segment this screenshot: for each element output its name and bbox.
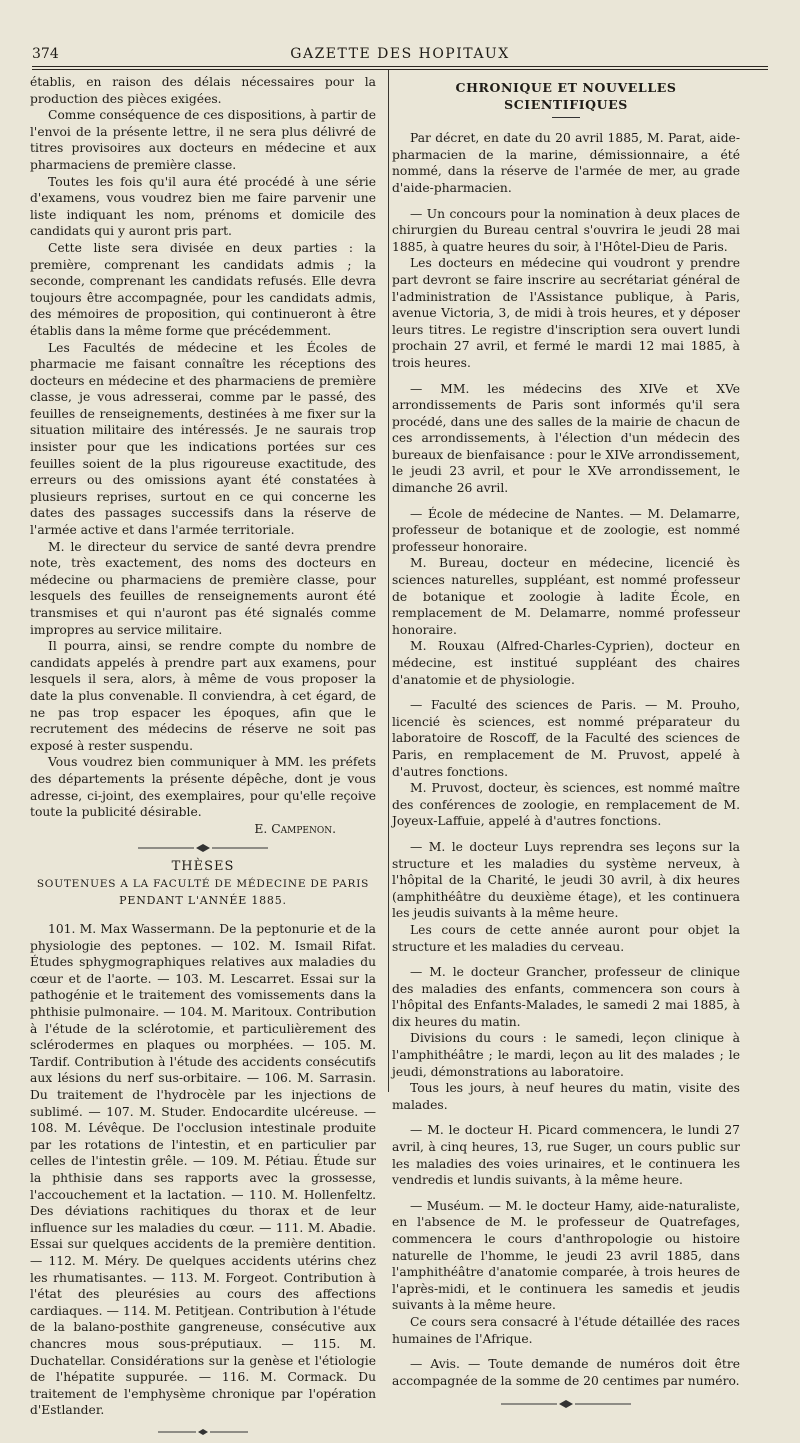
end-ornament	[392, 1399, 740, 1409]
paragraph: Toutes les fois qu'il aura été procédé à une série d'examens, vous voudrez bien me faire parvenir une liste indiquant les nom, prénoms et domicile des candidats qui y auront pris part.	[30, 174, 376, 239]
paragraph: — École de médecine de Nantes. — M. Delamarre, professeur de botanique et de zoologie, est nommé professeur honoraire.	[392, 506, 740, 554]
paragraph: — M. le docteur Grancher, professeur de clinique des maladies des enfants, commencera son cours à l'hôpital des Enfants-Malades, le samedi 2 mai 1885, à dix heures du matin.	[392, 965, 740, 1029]
page-number: 374	[32, 46, 59, 62]
column-separator	[388, 70, 389, 1092]
theses-list: 101. M. Max Wassermann. De la peptonurie et de la physiologie des peptones. — 102. M. Ismail Rifat. Études sphygmographiques relatives aux maladies du cœur et de l'aorte. — 103. M. Lescarret. Essai sur la pathogénie et le traitement des vomissements dans la phthisie pulmonaire. — 104. M. Maritoux. Contribution à l'étude de la sclérotomie, et particulièrement des sclérodermes en plaques ou morphées. — 105. M. Tardif. Contribution à l'étude des accidents consécutifs aux lésions du nerf sus-orbitaire. — 106. M. Sarrasin. Du traitement de l'hydrocèle par les injections de sublimé. — 107. M. Studer. Endocardite ulcéreuse. — 108. M. Lévêque. De l'occlusion intestinale produite par les rotations de l'intestin, et en particulier par celles de l'intestin grêle. — 109. M. Pétiau. Étude sur la phthisie dans ses rapports avec la grossesse, l'accouchement et la lactation. — 110. M. Hollenfeltz. Des déviations rachitiques du thorax et de leur influence sur les maladies du cœur. — 111. M. Abadie. Essai sur quelques accidents de la première dentition. — 112. M. Méry. De quelques accidents utérins chez les rhumatisantes. — 113. M. Forgeot. Contribution à l'état des pleurésies au cours des affections cardiaques. — 114. M. Petitjean. Contribution à l'étude de la balano-posthite gangreneuse, consécutive aux chancres mous sous-préputiaux. — 115. M. Duchatellar. Considérations sur la genèse et l'étiologie de l'hépatite suppurée. — 116. M. Cormack. Du traitement de l'emphysème chronique par l'opération d'Estlander.	[30, 922, 376, 1418]
paragraph: M. Bureau, docteur en médecine, licencié ès sciences naturelles, suppléant, est nommé professeur de botanique et zoologie à ladite École, en remplacement de M. Delamarre, nommé professeur honoraire.	[392, 556, 740, 637]
running-title: GAZETTE DES HOPITAUX	[290, 46, 510, 62]
paragraph: Par décret, en date du 20 avril 1885, M. Parat, aide-pharmacien de la marine, démissionnaire, a été nommé, dans la réserve de l'armée de mer, au grade d'aide-pharmacien.	[392, 131, 740, 195]
paragraph: M. Rouxau (Alfred-Charles-Cyprien), docteur en médecine, est institué suppléant des chaires d'anatomie et de physiologie.	[392, 639, 740, 687]
end-ornament	[30, 1427, 376, 1437]
paragraph: Divisions du cours : le samedi, leçon clinique à l'amphithéâtre ; le mardi, leçon au lit des malades ; le jeudi, démonstrations au laboratoire.	[392, 1031, 740, 1079]
header-rule-double	[32, 69, 768, 70]
paragraph: — Muséum. — M. le docteur Hamy, aide-naturaliste, en l'absence de M. le professeur de Quatrefages, commencera le cours d'anthropologie ou histoire naturelle de l'homme, le jeudi 23 avril 1885, dans l'amphithéâtre d'anatomie comparée, à trois heures de l'après-midi, et le continuera les samedis et jeudis suivants à la même heure.	[392, 1198, 740, 1313]
paragraph: M. Pruvost, docteur, ès sciences, est nommé maître des conférences de zoologie, en remplacement de M. Joyeux-Laffuie, appelé à d'autres fonctions.	[392, 781, 740, 829]
paragraph: M. le directeur du service de santé devra prendre note, très exactement, des noms des docteurs en médecine ou pharmaciens de première classe, pour lesquels des feuilles de renseignements auront été transmises et qui n'auront pas été signalés comme impropres au service militaire.	[30, 539, 376, 637]
paragraph: Vous voudrez bien communiquer à MM. les préfets des départements la présente dépêche, dont je vous adresse, ci-joint, des exemplaires, pour qu'elle reçoive toute la publicité désirable.	[30, 755, 376, 820]
paragraph: Cette liste sera divisée en deux parties : la première, comprenant les candidats admis ; la seconde, comprenant les candidats refusés. Elle devra toujours être accompagnée, pour les candidats admis, des mémoires de proposition, qui continueront à être établis dans la même forme que précédemment.	[30, 240, 376, 338]
theses-subtitle-year: PENDANT L'ANNÉE 1885.	[119, 893, 287, 907]
header-rule	[32, 66, 768, 67]
paragraph: Ce cours sera consacré à l'étude détaillée des races humaines de l'Afrique.	[392, 1314, 740, 1346]
theses-title: THÈSES	[171, 859, 235, 875]
left-column	[30, 74, 376, 1443]
paragraph: — M. le docteur H. Picard commencera, le lundi 27 avril, à cinq heures, 13, rue Suger, un cours public sur les maladies des voies urinaires, et le continuera les vendredis et lundis suivants, à la même heure.	[392, 1123, 740, 1188]
paragraph: établis, en raison des délais nécessaires pour la production des pièces exigées.	[30, 75, 376, 106]
title-rule	[552, 117, 580, 118]
paragraph: Il pourra, ainsi, se rendre compte du nombre de candidats appelés à prendre part aux examens, pour lesquels il sera, alors, à même de vous proposer la date la plus convenable. Il conviendra, à cet égard, de ne pas trop espacer les époques, afin que le recrutement des médecins de réserve ne soit pas exposé à rester suspendu.	[30, 639, 376, 753]
section-ornament	[30, 843, 376, 853]
paragraph: Comme conséquence de ces dispositions, à partir de l'envoi de la présente lettre, il ne sera plus délivré de titres provisoires aux docteurs en médecine et aux pharmaciens de première classe.	[30, 108, 376, 172]
paragraph: — Un concours pour la nomination à deux places de chirurgien du Bureau central s'ouvrira le jeudi 28 mai 1885, à quatre heures du soir, à l'Hôtel-Dieu de Paris.	[392, 206, 740, 254]
page-header	[0, 44, 800, 64]
paragraph: Tous les jours, à neuf heures du matin, visite des malades.	[392, 1081, 740, 1112]
paragraph: — Faculté des sciences de Paris. — M. Prouho, licencié ès sciences, est nommé préparateur du laboratoire de Roscoff, de la Faculté des sciences de Paris, en remplacement de M. Pruvost, appelé à d'autres fonctions.	[392, 698, 740, 779]
paragraph: Les Facultés de médecine et les Écoles de pharmacie me faisant connaître les réceptions des docteurs en médecine et des pharmaciens de première classe, je vous adresserai, comme par le passé, des feuilles de renseignements, destinées à me fixer sur la situation militaire des intéressés. Je ne saurais trop insister pour que les indications portées sur ces feuilles soient de la plus rigoureuse exactitude, des erreurs ou des omissions ayant été constatées à plusieurs reprises, surtout en ce qui concerne les dates des passages successifs dans la réserve de l'armée active et dans l'armée territoriale.	[30, 340, 376, 538]
paragraph: Les cours de cette année auront pour objet la structure et les maladies du cerveau.	[392, 922, 740, 954]
paragraph: — Avis. — Toute demande de numéros doit être accompagnée de la somme de 20 centimes par numéro.	[392, 1357, 740, 1388]
theses-subtitle: SOUTENUES A LA FACULTÉ DE MÉDECINE DE PARIS	[36, 877, 370, 890]
chronicle-title: CHRONIQUE ET NOUVELLES SCIENTIFIQUES	[455, 80, 677, 112]
paragraph: — M. le docteur Luys reprendra ses leçons sur la structure et les maladies du système nerveux, à l'hôpital de la Charité, le jeudi 30 avril, à dix heures (amphithéâtre du deuxième étage), et les continuera les jeudis suivants à la même heure.	[392, 839, 740, 921]
signature: E. Campenon.	[254, 821, 336, 836]
paragraph: — MM. les médecins des XIVe et XVe arrondissements de Paris sont informés qu'il sera procédé, dans une des salles de la mairie de chacun de ces arrondissements, à l'élection d'un médecin des bureaux de bienfaisance : pour le XIVe arrondissement, le jeudi 23 avril, et pour le XVe arrondissement, le dimanche 26 avril.	[392, 381, 740, 496]
right-column	[392, 74, 740, 1415]
paragraph: Les docteurs en médecine qui voudront y prendre part devront se faire inscrire au secrétariat général de l'administration de l'Assistance publique, à Paris, avenue Victoria, 3, de midi à trois heures, et y déposer leurs titres. Le registre d'inscription sera ouvert lundi prochain 27 avril, et fermé le mardi 12 mai 1885, à trois heures.	[392, 256, 740, 370]
